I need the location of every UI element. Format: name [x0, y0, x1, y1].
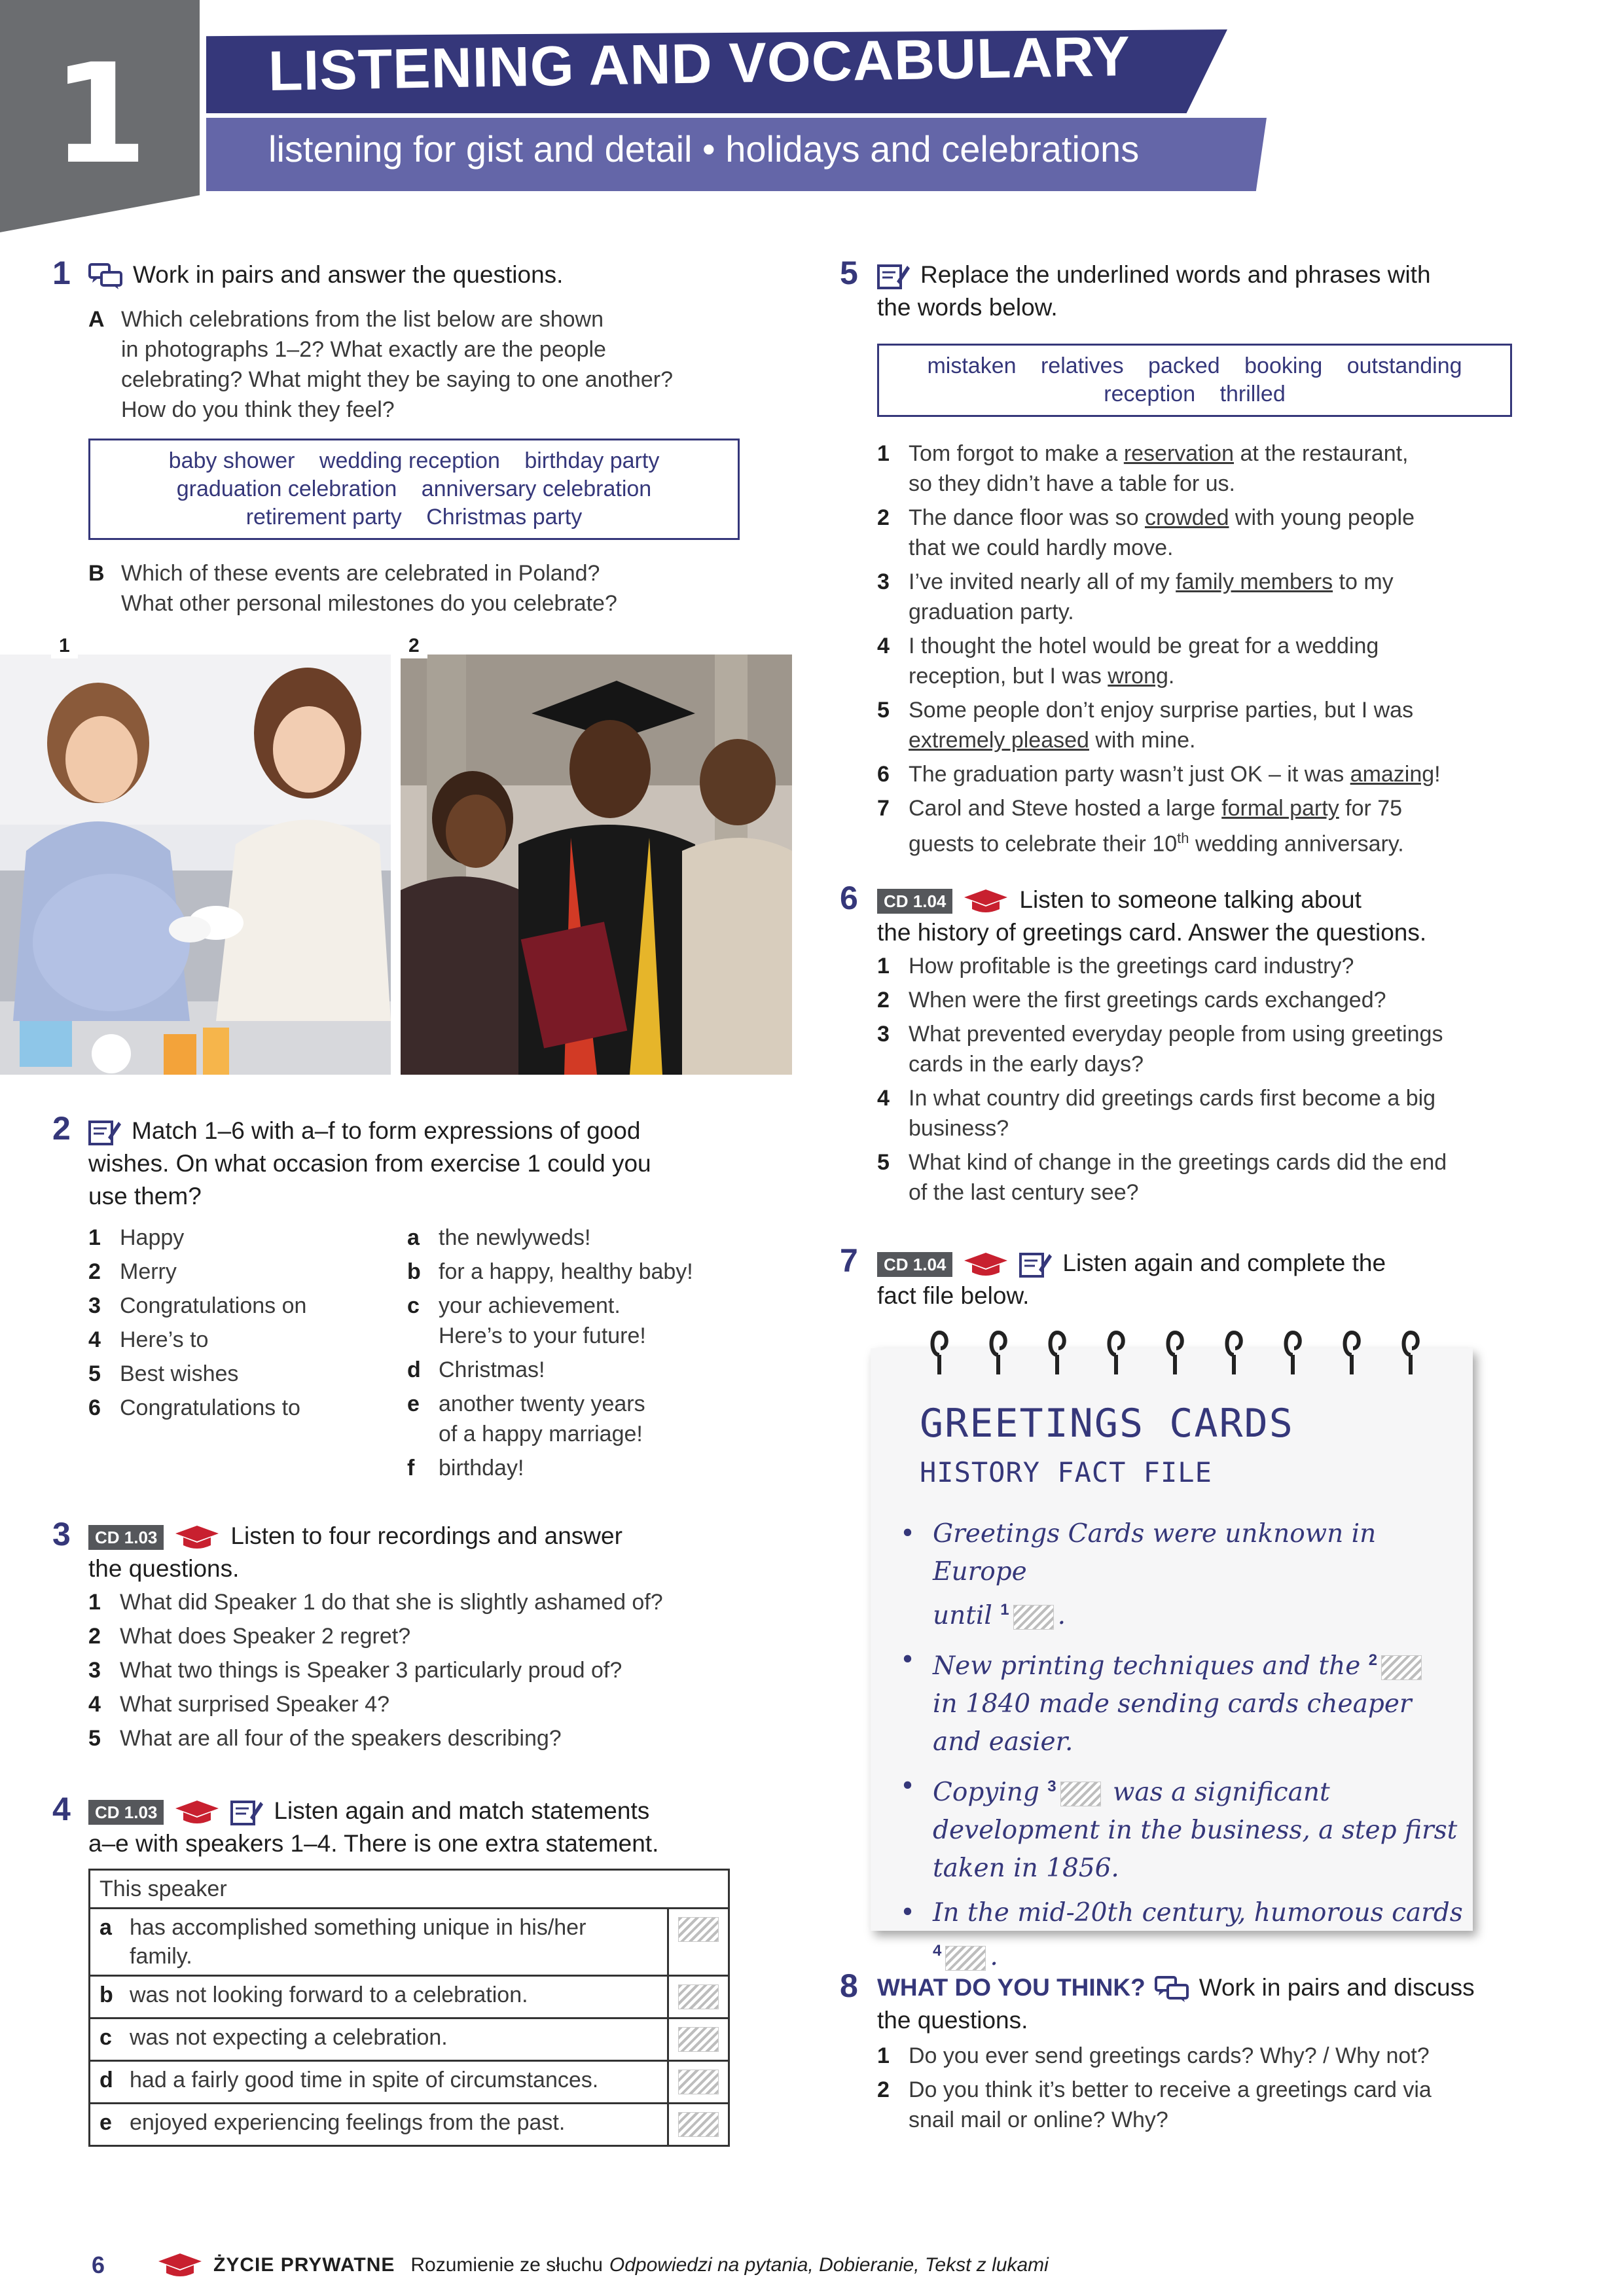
bullet-icon: • [900, 1898, 916, 1928]
sentence-text: The graduation party wasn’t just OK – it was [909, 762, 1350, 787]
ex1-b-line1: Which of these events are celebrated in Poland? [121, 561, 600, 586]
item-number: 3 [877, 1022, 890, 1047]
table-header-row [90, 1870, 729, 1909]
list-item [88, 1223, 396, 1253]
ex8-label: WHAT DO YOU THINK? [877, 1974, 1146, 2001]
ex1-question-a [88, 304, 673, 425]
underlined-phrase: reservation [1123, 441, 1235, 466]
ex1-a-line3: celebrating? What might they be saying to one another? [121, 367, 673, 392]
ex6-questions [877, 951, 1532, 1211]
row-text: was not expecting a celebration. [130, 2025, 448, 2050]
page-title: LISTENING AND VOCABULARY [268, 25, 1131, 103]
item-text: Happy [120, 1225, 185, 1250]
ex3-instruction-line2: the questions. [88, 1555, 240, 1582]
fact-text: taken in 1856. [933, 1854, 1119, 1883]
underlined-phrase: wrong [1108, 664, 1168, 689]
item-letter: c [407, 1293, 420, 1318]
exam-cap-icon [963, 1251, 1009, 1278]
footer [92, 2251, 1049, 2279]
row-text: enjoyed experiencing feelings from the past. [130, 2110, 566, 2135]
fact-file-bullet [900, 1641, 1463, 1761]
word: mistaken [927, 353, 1017, 378]
item-letter: b [407, 1259, 421, 1284]
list-item [877, 985, 1532, 1015]
item-text: Best wishes [120, 1361, 239, 1386]
item-number: 7 [877, 796, 890, 821]
ex8-questions [877, 2041, 1558, 2139]
word: outstanding [1346, 353, 1462, 378]
ex1-a-line4: How do you think they feel? [121, 397, 395, 422]
list-item [877, 793, 1532, 859]
ex1-a-line1: Which celebrations from the list below are shown [121, 307, 604, 332]
word: anniversary celebration [421, 476, 652, 501]
page-subtitle: listening for gist and detail • holidays and celebrations [268, 128, 1140, 170]
sentence-text: reception, but I was [909, 664, 1108, 689]
ex1-instruction-text: Work in pairs and answer the questions. [133, 261, 564, 288]
item-text: What are all four of the speakers describing? [120, 1726, 562, 1751]
item-number: 2 [877, 2077, 890, 2102]
list-item [88, 1655, 743, 1685]
list-item [407, 1453, 748, 1483]
table-header: This speaker [90, 1870, 729, 1909]
word: birthday party [524, 448, 660, 473]
sentence-text: so they didn’t have a table for us. [909, 471, 1235, 496]
fact-text: until [933, 1601, 1001, 1630]
ex1-b-line2: What other personal milestones do you celebrate? [121, 591, 617, 616]
item-text: What surprised Speaker 4? [120, 1692, 389, 1717]
item-number: 4 [88, 1327, 101, 1352]
photo-graduation-illustration [401, 655, 792, 1075]
ex5-instruction-line2: the words below. [877, 294, 1058, 321]
photo-baby-shower [0, 655, 391, 1075]
fact-text: in 1840 made sending cards cheaper [933, 1689, 1412, 1719]
photo-baby-shower-illustration [0, 655, 391, 1075]
sentence-text: Some people don’t enjoy surprise parties, but I was [909, 698, 1414, 723]
writing-icon [1019, 1250, 1052, 1279]
ex3-instruction [88, 1520, 623, 1585]
word: wedding reception [319, 448, 500, 473]
sentence-text: to my [1333, 569, 1394, 594]
list-item [88, 1587, 743, 1617]
item-text: of a happy marriage! [439, 1422, 643, 1446]
row-letter: d [99, 2068, 113, 2092]
item-number: 1 [88, 1590, 101, 1615]
ring-icon [1339, 1329, 1365, 1376]
answer-gap[interactable] [678, 2070, 719, 2094]
row-text: was not looking forward to a celebration. [130, 1982, 528, 2007]
ex5-number: 5 [840, 255, 858, 291]
item-number: 2 [88, 1259, 101, 1284]
item-number: 4 [877, 634, 890, 658]
ex5-instruction-line1: Replace the underlined words and phrases with [920, 261, 1431, 288]
ex2-number: 2 [52, 1110, 71, 1147]
item-text: What does Speaker 2 regret? [120, 1624, 411, 1649]
gap-number: 4 [933, 1942, 942, 1960]
table-row [90, 1976, 729, 2018]
ex2-instruction-line1: Match 1–6 with a–f to form expressions of good [132, 1117, 641, 1144]
item-number: 1 [877, 954, 890, 978]
ex2-instruction [88, 1115, 651, 1213]
fact-text: was a significant [1104, 1778, 1330, 1807]
sentence-text: with mine. [1089, 728, 1196, 753]
ex2-right-column [407, 1223, 748, 1487]
item-letter: e [407, 1391, 420, 1416]
fact-file-subtitle: HISTORY FACT FILE [920, 1456, 1212, 1488]
answer-gap[interactable] [678, 2027, 719, 2052]
ex2-instruction-line2: wishes. On what occasion from exercise 1 could you [88, 1150, 651, 1177]
answer-gap[interactable] [678, 2112, 719, 2137]
fact-file-bullet [900, 1768, 1463, 1888]
answer-gap[interactable] [1013, 1605, 1054, 1630]
writing-icon [230, 1798, 263, 1827]
gap-number: 3 [1047, 1778, 1056, 1795]
underlined-phrase: crowded [1144, 505, 1229, 530]
exam-cap-icon [157, 2252, 203, 2278]
answer-gap[interactable] [678, 1984, 719, 2009]
ex5-sentences [877, 439, 1532, 863]
list-item [88, 1291, 396, 1321]
page-number: 6 [92, 2251, 105, 2278]
sentence-text: for 75 [1339, 796, 1403, 821]
list-item [407, 1389, 748, 1449]
sentence-text: guests to celebrate their 10 [909, 831, 1178, 857]
item-text: Do you think it’s better to receive a greetings card via [909, 2077, 1432, 2102]
ex6-instruction-line1: Listen to someone talking about [1019, 886, 1362, 913]
footer-tasks: Odpowiedzi na pytania, Dobieranie, Tekst z lukami [609, 2254, 1049, 2276]
answer-gap[interactable] [1060, 1782, 1101, 1806]
ex1-instruction [88, 259, 563, 291]
ex7-instruction [877, 1247, 1386, 1312]
item-letter: d [407, 1357, 421, 1382]
ring-icon [1103, 1329, 1129, 1376]
ring-icon [1162, 1329, 1188, 1376]
row-letter: a [99, 1915, 112, 1940]
fact-text: Greetings Cards were unknown in Europe [933, 1519, 1377, 1587]
list-item [877, 2041, 1558, 2071]
item-number: 2 [877, 988, 890, 1013]
ex4-number: 4 [52, 1791, 71, 1827]
item-text: Congratulations to [120, 1395, 300, 1420]
list-item [88, 1723, 743, 1753]
ex1-question-b [88, 558, 617, 619]
item-text: When were the first greetings cards exchanged? [909, 988, 1386, 1013]
word: relatives [1040, 353, 1124, 378]
word: packed [1148, 353, 1220, 378]
list-item [88, 1325, 396, 1355]
sentence-text: . [1168, 664, 1175, 689]
item-number: 5 [877, 1150, 890, 1175]
item-number: 6 [877, 762, 890, 787]
ex6-instruction [877, 884, 1426, 949]
row-letter: e [99, 2110, 112, 2135]
photo-2-label: 2 [401, 634, 427, 658]
ex8-instruction [877, 1971, 1475, 2037]
list-item [88, 1257, 396, 1287]
writing-icon [88, 1118, 121, 1147]
list-item [877, 439, 1532, 499]
ex4-table [88, 1869, 730, 2147]
ex8-number: 8 [840, 1967, 858, 2004]
sentence-text: The dance floor was so [909, 505, 1145, 530]
ring-icon [1398, 1329, 1424, 1376]
ring-icon [1221, 1329, 1247, 1376]
sentence-text: that we could hardly move. [909, 535, 1174, 560]
sentence-text: Carol and Steve hosted a large [909, 796, 1222, 821]
list-item [88, 1393, 396, 1423]
item-text: Here’s to [120, 1327, 209, 1352]
item-number: 4 [877, 1086, 890, 1111]
item-text: What kind of change in the greetings cards did the end [909, 1150, 1447, 1175]
list-item [88, 1359, 396, 1389]
item-text: How profitable is the greetings card industry? [909, 954, 1354, 978]
exam-cap-icon [174, 1799, 220, 1825]
fact-text: New printing techniques and the [933, 1651, 1369, 1681]
bullet-icon: • [900, 1772, 916, 1801]
list-item [877, 951, 1532, 981]
ex4-instruction-line1: Listen again and match statements [274, 1797, 650, 1824]
cd-badge: CD 1.04 [877, 889, 952, 914]
fact-file-list [900, 1515, 1463, 1982]
footer-topic: ŻYCIE PRYWATNE [213, 2254, 395, 2276]
gap-number: 2 [1368, 1651, 1378, 1669]
fact-file-bullet [900, 1894, 1463, 1976]
table-row [90, 1909, 729, 1976]
ring-icon [1280, 1329, 1306, 1376]
table-row [90, 2018, 729, 2061]
item-text: What did Speaker 1 do that she is slightly ashamed of? [120, 1590, 663, 1615]
fact-file-bullet [900, 1515, 1463, 1635]
exam-cap-icon [174, 1524, 220, 1551]
underlined-phrase: extremely pleased [909, 728, 1089, 753]
word: baby shower [168, 448, 295, 473]
item-text: your achievement. [439, 1293, 621, 1318]
list-item [877, 1019, 1532, 1079]
item-text: In what country did greetings cards first become a big [909, 1086, 1436, 1111]
item-number: 5 [88, 1726, 101, 1751]
item-text: birthday! [439, 1456, 524, 1480]
item-number: 2 [88, 1624, 101, 1649]
cd-badge: CD 1.03 [88, 1800, 164, 1825]
list-item [877, 695, 1532, 755]
photo-graduation [401, 655, 792, 1075]
item-number: 3 [877, 569, 890, 594]
word: graduation celebration [176, 476, 397, 501]
ex3-questions [88, 1587, 743, 1757]
ex6-instruction-line2: the history of greetings card. Answer the questions. [877, 919, 1427, 946]
row-letter: b [99, 1982, 113, 2007]
ex8-instruction-line2: the questions. [877, 2007, 1028, 2034]
ex5-word-box [877, 344, 1512, 417]
row-text: has accomplished something unique in his/her [130, 1915, 586, 1940]
row-letter: c [99, 2025, 112, 2050]
item-number: 3 [88, 1293, 101, 1318]
word: booking [1244, 353, 1323, 378]
list-item [407, 1291, 748, 1351]
pair-work-icon [1155, 1976, 1189, 2002]
fact-file-title: GREETINGS CARDS [920, 1401, 1294, 1446]
item-text: What prevented everyday people from using greetings [909, 1022, 1443, 1047]
ex7-instruction-line2: fact file below. [877, 1282, 1030, 1309]
ex3-number: 3 [52, 1516, 71, 1552]
photo-1-label: 1 [51, 634, 78, 658]
ex1-a-label: A [88, 307, 105, 332]
ex7-number: 7 [840, 1242, 858, 1279]
item-text: cards in the early days? [909, 1052, 1144, 1077]
list-item [88, 1689, 743, 1719]
word: Christmas party [426, 505, 583, 529]
item-text: snail mail or online? Why? [909, 2108, 1168, 2132]
cd-badge: CD 1.04 [877, 1252, 952, 1277]
word: reception [1104, 382, 1196, 406]
row-text: family. [130, 1944, 192, 1969]
answer-gap[interactable] [678, 1917, 719, 1942]
item-text: Do you ever send greetings cards? Why? / Why not? [909, 2043, 1430, 2068]
gap-number: 1 [1000, 1601, 1009, 1619]
item-text: What two things is Speaker 3 particularly proud of? [120, 1658, 623, 1683]
list-item [877, 1083, 1532, 1143]
ex1-b-label: B [88, 561, 105, 586]
list-item [877, 2075, 1558, 2135]
underlined-phrase: amazing [1350, 762, 1435, 787]
list-item [877, 631, 1532, 691]
item-number: 5 [88, 1361, 101, 1386]
item-number: 1 [88, 1225, 101, 1250]
ex3-instruction-line1: Listen to four recordings and answer [230, 1522, 623, 1549]
list-item [407, 1223, 748, 1253]
ex1-a-line2: in photographs 1–2? What exactly are the people [121, 337, 606, 362]
superscript: th [1177, 830, 1189, 846]
sentence-text: I’ve invited nearly all of my [909, 569, 1176, 594]
footer-skill: Rozumienie ze słuchu [410, 2254, 603, 2276]
sentence-text: with young people [1229, 505, 1415, 530]
item-text: Congratulations on [120, 1293, 307, 1318]
list-item [407, 1355, 748, 1385]
unit-number: 1 [52, 34, 148, 194]
fact-text: development in the business, a step first [933, 1816, 1458, 1845]
item-text: the newlyweds! [439, 1225, 591, 1250]
list-item [877, 503, 1532, 563]
sentence-text: I thought the hotel would be great for a wedding [909, 634, 1379, 658]
list-item [877, 1147, 1532, 1208]
ex2-left-column [88, 1223, 396, 1427]
item-letter: f [407, 1456, 415, 1480]
ex6-number: 6 [840, 880, 858, 916]
row-text: had a fairly good time in spite of circumstances. [130, 2068, 599, 2092]
item-text: business? [909, 1116, 1009, 1141]
item-text: of the last century see? [909, 1180, 1139, 1205]
list-item [88, 1621, 743, 1651]
item-text: Christmas! [439, 1357, 545, 1382]
underlined-phrase: family members [1176, 569, 1333, 594]
item-text: another twenty years [439, 1391, 645, 1416]
sentence-text: wedding anniversary. [1189, 831, 1404, 857]
sentence-text: ! [1434, 762, 1441, 787]
table-row [90, 2104, 729, 2146]
answer-gap[interactable] [1381, 1655, 1422, 1680]
ex1-number: 1 [52, 255, 71, 291]
item-letter: a [407, 1225, 420, 1250]
list-item [877, 567, 1532, 627]
ex7-instruction-line1: Listen again and complete the [1062, 1249, 1386, 1276]
sentence-text: at the restaurant, [1234, 441, 1409, 466]
ex2-instruction-line3: use them? [88, 1183, 202, 1210]
fact-text: and easier. [933, 1727, 1074, 1757]
word: retirement party [245, 505, 402, 529]
fact-text: In the mid-20th century, humorous cards [933, 1898, 1463, 1928]
item-number: 2 [877, 505, 890, 530]
exam-cap-icon [963, 888, 1009, 914]
item-number: 1 [877, 441, 890, 466]
fact-text: . [990, 1942, 998, 1971]
cd-badge: CD 1.03 [88, 1525, 164, 1550]
ex4-instruction-line2: a–e with speakers 1–4. There is one extra statement. [88, 1830, 659, 1857]
bullet-icon: • [900, 1519, 916, 1549]
word: thrilled [1219, 382, 1286, 406]
ex5-instruction [877, 259, 1431, 324]
list-item [877, 759, 1532, 789]
ring-icon [985, 1329, 1011, 1376]
underlined-phrase: formal party [1221, 796, 1339, 821]
ring-icon [1044, 1329, 1070, 1376]
item-number: 3 [88, 1658, 101, 1683]
item-number: 4 [88, 1692, 101, 1717]
item-text: for a happy, healthy baby! [439, 1259, 693, 1284]
bullet-icon: • [900, 1645, 916, 1675]
ring-icon [926, 1329, 952, 1376]
item-text: Merry [120, 1259, 177, 1284]
pair-work-icon [88, 263, 122, 289]
ex8-instruction-line1: Work in pairs and discuss [1199, 1974, 1475, 2001]
list-item [407, 1257, 748, 1287]
fact-text: Copying [933, 1778, 1048, 1807]
item-number: 1 [877, 2043, 890, 2068]
answer-gap[interactable] [945, 1946, 986, 1971]
item-number: 5 [877, 698, 890, 723]
table-row [90, 2061, 729, 2104]
ex4-instruction [88, 1795, 659, 1860]
item-text: Here’s to your future! [439, 1323, 646, 1348]
sentence-text: graduation party. [909, 600, 1074, 624]
ex1-word-box [88, 439, 740, 540]
sentence-text: Tom forgot to make a [909, 441, 1124, 466]
writing-icon [877, 262, 910, 291]
fact-text: . [1057, 1601, 1066, 1630]
item-number: 6 [88, 1395, 101, 1420]
